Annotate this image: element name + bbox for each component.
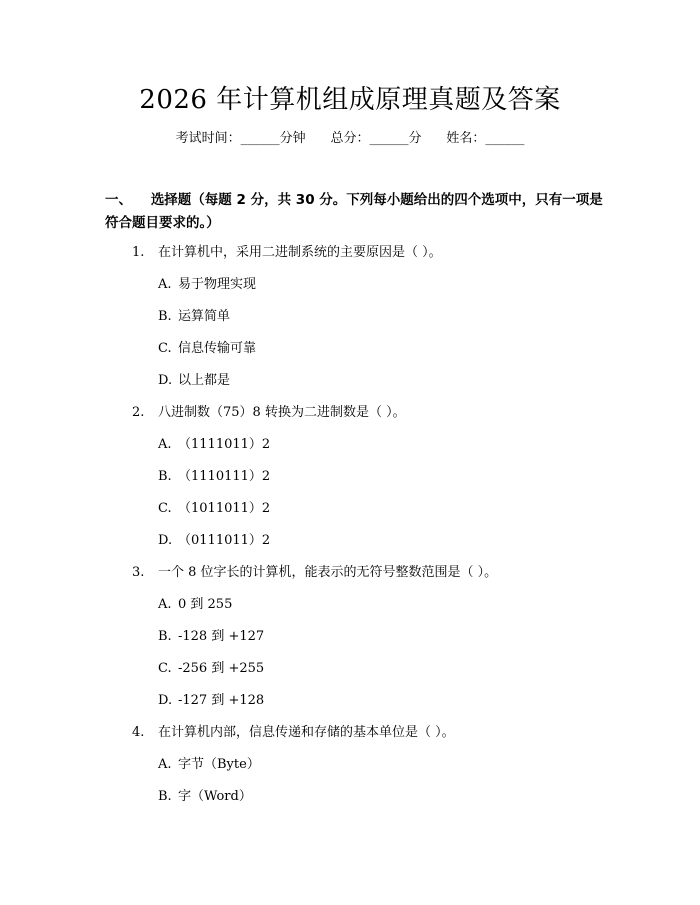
option-3c: [158, 659, 264, 679]
option-text: （1011011）2: [178, 501, 271, 516]
question-3: [132, 563, 497, 583]
option-text: 字（Word）: [178, 789, 252, 804]
option-text: 信息传输可靠: [178, 341, 257, 356]
option-4a: [158, 755, 260, 775]
score-label: 总分：: [330, 131, 370, 146]
option-text: 运算简单: [178, 309, 231, 324]
question-number: 3.: [132, 565, 145, 580]
option-3b: [158, 627, 264, 647]
option-letter: C.: [158, 341, 172, 356]
option-letter: D.: [158, 373, 173, 388]
option-text: -256 到 +255: [178, 661, 265, 676]
option-text: （1111011）2: [178, 437, 271, 452]
question-text: 在计算机中，采用二进制系统的主要原因是（ ）。: [158, 245, 442, 260]
option-text: -127 到 +128: [178, 693, 265, 708]
option-2a: [158, 435, 270, 455]
option-text: -128 到 +127: [178, 629, 265, 644]
option-letter: B.: [158, 629, 172, 644]
option-letter: B.: [158, 789, 172, 804]
page-title: 2026 年计算机组成原理真题及答案: [139, 85, 561, 115]
question-1: [132, 243, 442, 263]
option-4b: [158, 787, 252, 807]
question-2: [132, 403, 406, 423]
option-letter: C.: [158, 501, 172, 516]
question-number: 2.: [132, 405, 145, 420]
option-1c: [158, 339, 256, 359]
option-letter: B.: [158, 309, 172, 324]
score-blank: ______: [369, 131, 409, 146]
score-unit: 分: [408, 131, 422, 146]
option-2c: [158, 499, 270, 519]
section-number: 一、: [105, 192, 132, 208]
option-1b: [158, 307, 230, 327]
option-text: 0 到 255: [178, 597, 233, 612]
option-text: 以上都是: [178, 373, 231, 388]
option-1d: [158, 371, 230, 391]
option-letter: A.: [158, 437, 172, 452]
question-text: 在计算机内部，信息传递和存储的基本单位是（ ）。: [158, 725, 455, 740]
option-text: 字节（Byte）: [178, 757, 260, 772]
option-2b: [158, 467, 270, 487]
option-letter: A.: [158, 597, 172, 612]
option-1a: [158, 275, 256, 295]
option-letter: A.: [158, 757, 172, 772]
question-4: [132, 723, 455, 743]
section-heading: [105, 189, 605, 235]
question-text: 一个 8 位字长的计算机，能表示的无符号整数范围是（ ）。: [158, 565, 498, 580]
option-letter: D.: [158, 533, 173, 548]
name-label: 姓名：: [446, 131, 486, 146]
question-text: 八进制数（75）8 转换为二进制数是（ ）。: [158, 405, 406, 420]
question-number: 4.: [132, 725, 145, 740]
time-blank: ______: [240, 131, 280, 146]
option-letter: D.: [158, 693, 173, 708]
option-letter: B.: [158, 469, 172, 484]
name-blank: ______: [485, 131, 525, 146]
option-text: （1110111）2: [178, 469, 271, 484]
section-text: 选择题（每题 2 分，共 30 分。下列每小题给出的四个选项中，只有一项是符合题目要求的。）: [105, 192, 603, 231]
question-number: 1.: [132, 245, 145, 260]
option-3a: [158, 595, 232, 615]
time-label: 考试时间：: [175, 131, 241, 146]
option-2d: [158, 531, 270, 551]
option-3d: [158, 691, 264, 711]
option-text: 易于物理实现: [178, 277, 257, 292]
option-letter: C.: [158, 661, 172, 676]
option-text: （0111011）2: [178, 533, 271, 548]
option-letter: A.: [158, 277, 172, 292]
exam-meta: [0, 129, 700, 149]
time-unit: 分钟: [279, 131, 306, 146]
